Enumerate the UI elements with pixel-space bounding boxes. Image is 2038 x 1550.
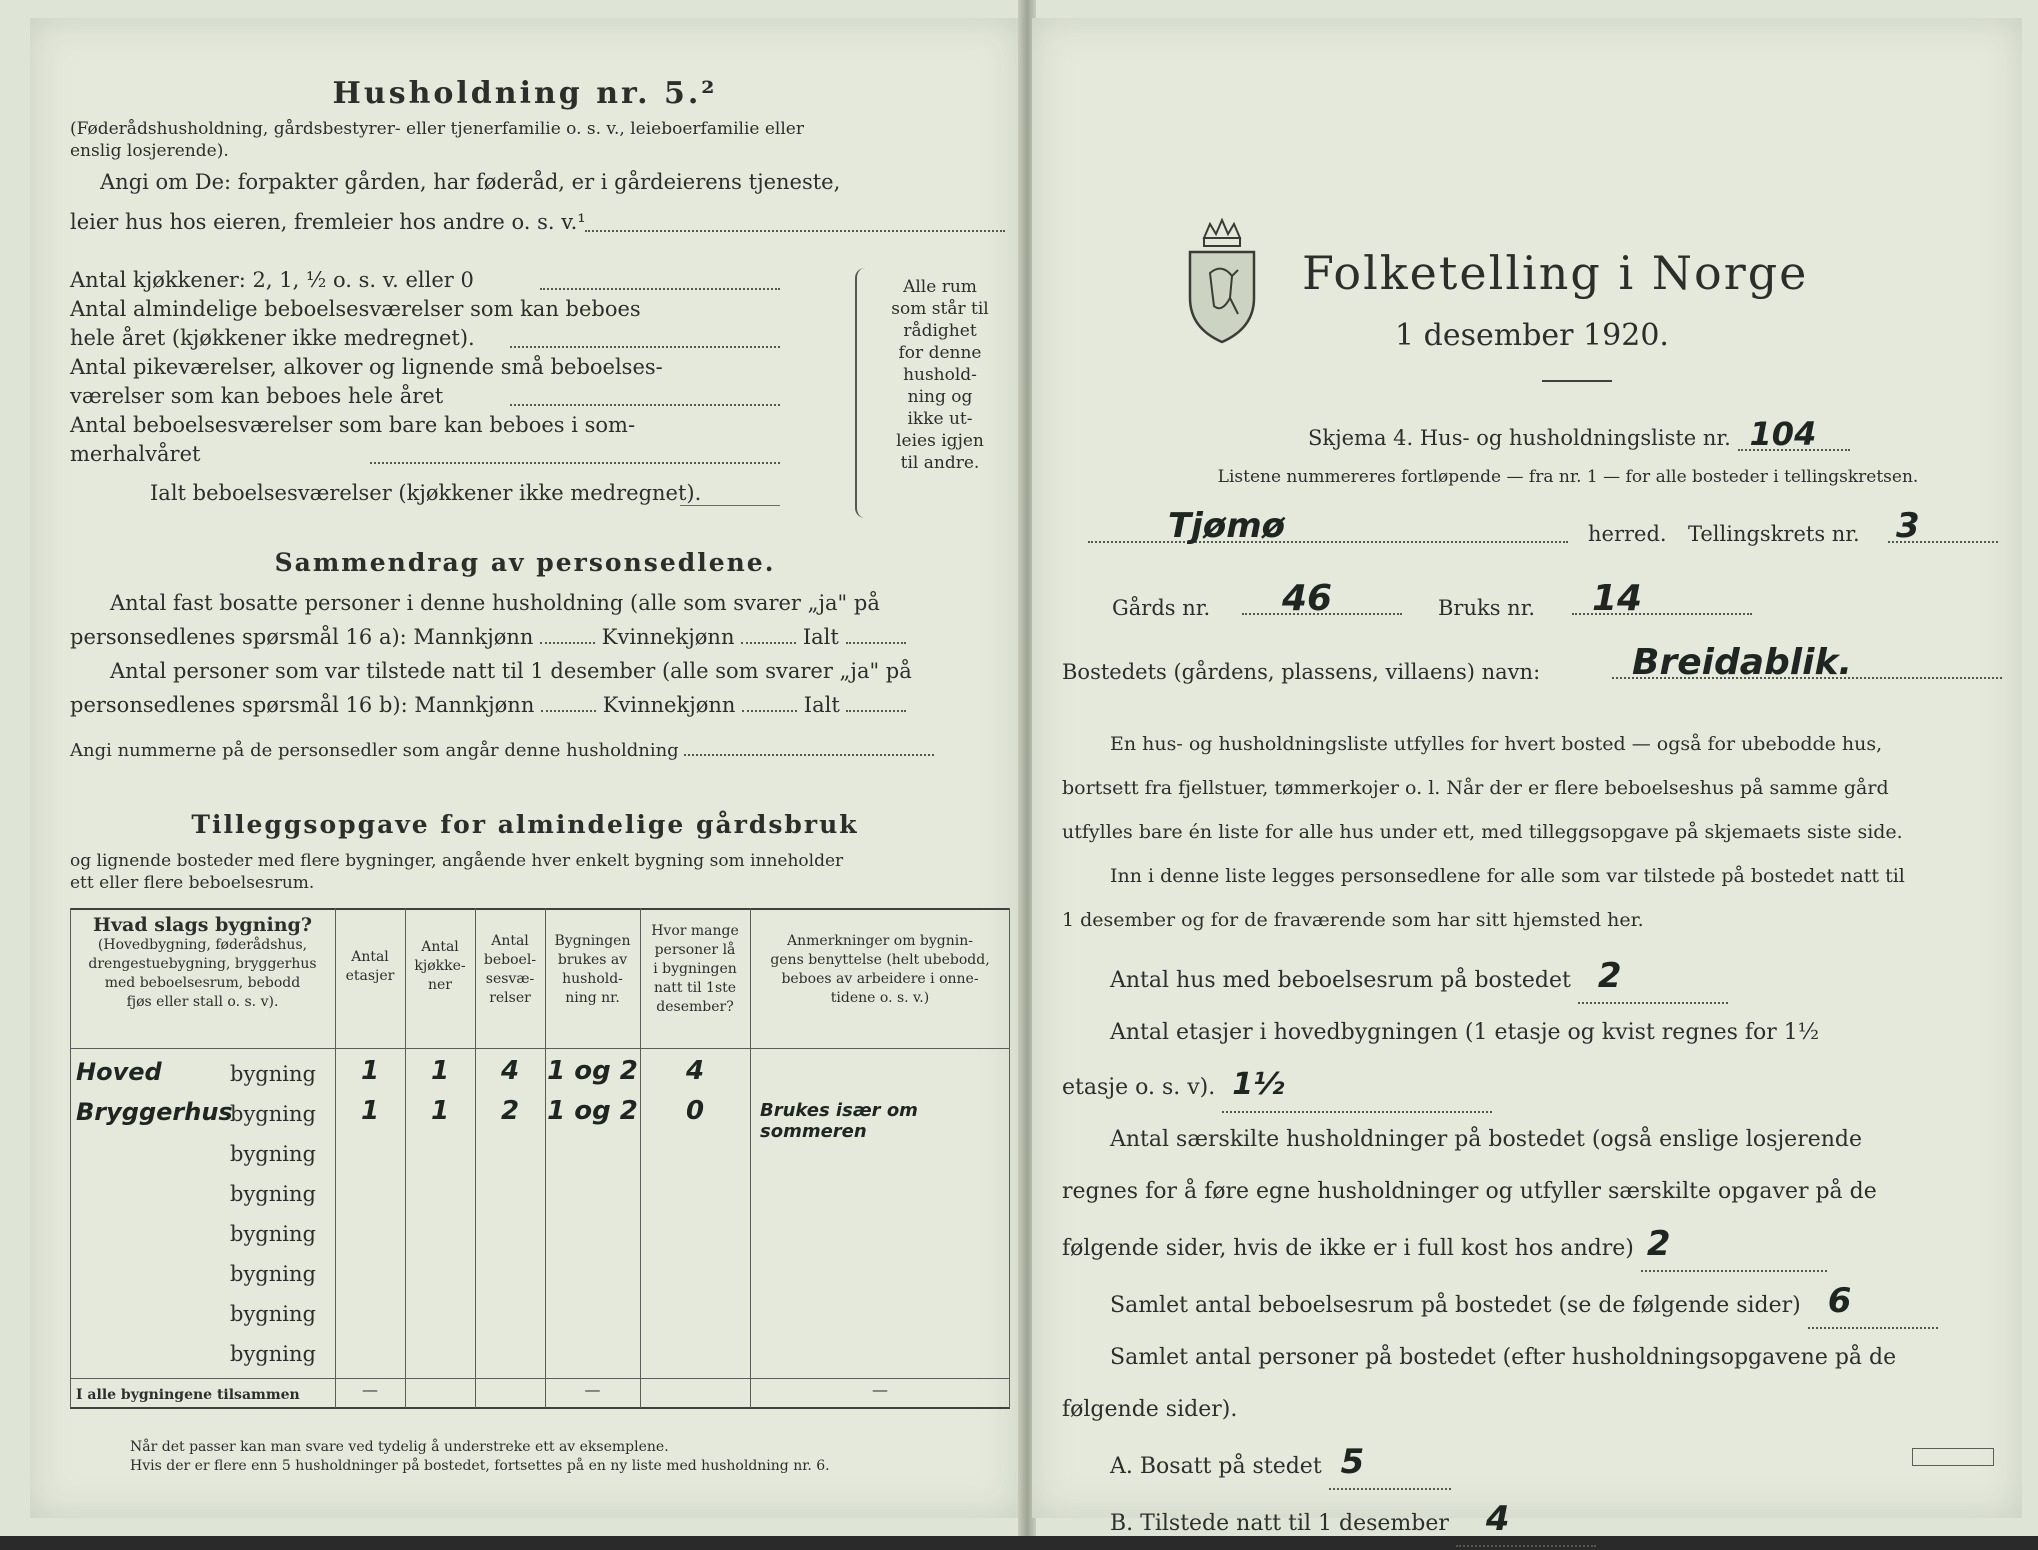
tellingskrets-value[interactable]: 3 <box>1888 512 1998 543</box>
cell-husholdning[interactable]: 1 og 2 <box>547 1096 638 1126</box>
col-husholdning-header: Bygningen brukes av hushold- ning nr. <box>554 933 631 1006</box>
left-page <box>30 18 1020 1518</box>
bygning-label: bygning <box>230 1222 316 1246</box>
ialt-label: Ialt beboelsesværelser (kjøkkener ikke medregnet). <box>150 481 702 505</box>
alm-field[interactable] <box>510 346 780 348</box>
fast-mann-field[interactable] <box>540 642 595 644</box>
building-type-value[interactable]: Hoved <box>76 1058 162 1086</box>
bosted-label: Bostedets (gårdens, plassens, villaens) navn: <box>1062 660 1541 684</box>
alm-label-2: hele året (kjøkkener ikke medregnet). <box>70 326 475 350</box>
sommer-field[interactable] <box>370 462 780 464</box>
household-note: (Føderådshusholdning, gårdsbestyrer- eller tjenerfamilie o. s. v., leieboerfamilie eller enslig losjerende). <box>70 119 804 161</box>
bygning-label: bygning <box>230 1302 316 1326</box>
cell-anmerkninger[interactable]: Brukes især om sommeren <box>760 1100 918 1142</box>
rooms-side-note: Alle rum som står til rådighet for denne hushold- ning og ikke ut- leies igjen til andre. <box>891 277 989 473</box>
bygning-label: bygning <box>230 1102 316 1126</box>
sommer-label-2: merhalvåret <box>70 442 201 466</box>
herred-label: herred. <box>1588 522 1667 546</box>
cell-etasjer[interactable]: 1 <box>360 1056 380 1086</box>
sommer-label-1: Antal beboelsesværelser som bare kan beboes i som- <box>70 413 636 437</box>
husholdninger-value[interactable]: 2 <box>1641 1218 1827 1272</box>
table-row <box>70 1336 1010 1374</box>
summary-title: Sammendrag av personsedlene. <box>274 548 776 577</box>
cell-husholdning[interactable]: 1 og 2 <box>547 1056 638 1086</box>
rum-value[interactable]: 6 <box>1808 1275 1938 1329</box>
printer-stamp <box>1912 1448 1994 1466</box>
cell-etasjer[interactable]: 1 <box>360 1096 380 1126</box>
total-etasjer-dash: — <box>362 1380 378 1399</box>
fast-kvinne-field[interactable] <box>741 642 796 644</box>
col-vaerelser-header: Antal beboel- sesvæ- relser <box>483 933 537 1006</box>
alm-label-1: Antal almindelige beboelsesværelser som kan beboes <box>70 297 641 321</box>
addendum-title: Tilleggsopgave for almindelige gårdsbruk <box>191 810 859 839</box>
col-personer-header: Hvor mange personer lå i bygningen natt til 1ste desember? <box>651 923 739 1015</box>
ialt-field[interactable] <box>680 505 780 506</box>
cell-vaerelser[interactable]: 2 <box>500 1096 520 1126</box>
tilstede-mann-field[interactable] <box>541 710 596 712</box>
table-row <box>70 1176 1010 1214</box>
skjema-nr-value[interactable]: 104 <box>1738 420 1850 451</box>
listene-note: Listene nummereres fortløpende — fra nr. 1 — for alle bosteder i tellingskretsen. <box>1217 467 1919 487</box>
herred-value[interactable]: Tjømø <box>1088 512 1568 543</box>
tilstede-kvinne-field[interactable] <box>742 710 797 712</box>
bygning-label: bygning <box>230 1342 316 1366</box>
bygning-label: bygning <box>230 1142 316 1166</box>
col-etasjer-header: Antal etasjer <box>345 949 395 984</box>
col-kjokkener-header: Antal kjøkke- ner <box>414 939 466 993</box>
table-row <box>70 1256 1010 1294</box>
nummerne-field[interactable] <box>684 754 934 756</box>
table-row <box>70 1096 1010 1142</box>
pike-label-1: Antal pikeværelser, alkover og lignende små beboelses- <box>70 355 663 379</box>
hus-value[interactable]: 2 <box>1578 950 1728 1004</box>
cell-personer[interactable]: 4 <box>685 1056 705 1086</box>
table-row <box>70 1216 1010 1254</box>
norway-coat-of-arms-icon <box>1182 218 1262 348</box>
gards-value[interactable]: 46 <box>1242 584 1402 615</box>
total-anm-dash: — <box>872 1380 888 1399</box>
table-row <box>70 1136 1010 1174</box>
instructions: En hus- og husholdningsliste utfylles for hvert bosted — også for ubebodde hus, bortsett fra fjellstuer, tømmerkojer o. l. Når der er flere beboelseshus på samme gård utfylles bare én liste for alle hus under ett, med tilleggsopgave på skjemaets siste side. Inn i denne liste legges personsedlene for alle som var tilstede på bostedet natt til 1 desember og for de fraværende som har sitt hjemsted her. <box>1062 733 1905 931</box>
tellingskrets-label: Tellingskrets nr. <box>1688 522 1860 546</box>
nummerne-line: Angi nummerne på de personsedler som angår denne husholdning <box>70 740 1010 761</box>
questions: Antal hus med beboelsesrum på bostedet 2 Antal etasjer i hovedbygningen (1 etasje og kvist regnes for 1½ etasje o. s. v). 1½ Antal særskilte husholdninger på bostedet (også enslige losjerende regnes for å føre egne husholdninger og utfyller særskilte opgaver på de følgende sider, hvis de ikke er i full kost hos andre) 2 Samlet antal beboelsesrum på bostedet (se de følgende sider) 6 Samlet antal personer på bostedet (efter husholdningsopgavene på de følgende sider). A. Bosatt på stedet 5 B. Tilstede natt til 1 desember 4 <box>1062 950 2012 1550</box>
footnotes: Når det passer kan man svare ved tydelig å understreke ett av eksemplene. Hvis der er flere enn 5 husholdninger på bostedet, fortsettes på en ny liste med husholdning nr. 6. <box>130 1439 830 1474</box>
total-husholdning-dash: — <box>584 1380 601 1399</box>
herred-line <box>1088 506 2008 560</box>
kjokkener-label: Antal kjøkkener: 2, 1, ½ o. s. v. eller 0 <box>70 268 474 292</box>
right-page <box>1032 18 2022 1539</box>
household-title: Husholdning nr. 5.² <box>332 76 718 111</box>
tilstede-ialt-field[interactable] <box>846 710 906 712</box>
bygning-label: bygning <box>230 1262 316 1286</box>
bosted-value[interactable]: Breidablik. <box>1612 648 2002 679</box>
summary-block: Antal fast bosatte personer i denne husholdning (alle som svarer „ja" på personsedlenes spørsmål 16 a): Mannkjønn Kvinnekjønn Ialt Antal personer som var tilstede natt til 1 desember (alle som svarer „ja" på personsedlenes spørsmål 16 b): Mannkjønn Kvinnekjønn Ialt <box>70 591 912 717</box>
form-title: Folketelling i Norge <box>1302 246 1809 300</box>
rooms-brace <box>855 268 871 518</box>
gards-line <box>1112 578 2012 634</box>
bosatt-value[interactable]: 5 <box>1329 1436 1451 1490</box>
col-type-header: Hvad slags bygning? (Hovedbygning, føderådshus, drengestuebygning, bryggerhus med beboelsesrum, bebodd fjøs eller stall o. s. v). <box>88 914 317 1010</box>
building-type-value[interactable]: Bryggerhus <box>76 1098 233 1126</box>
bosted-line <box>1062 642 2012 698</box>
cell-personer[interactable]: 0 <box>685 1096 705 1126</box>
cell-vaerelser[interactable]: 4 <box>500 1056 520 1086</box>
kjokkener-field[interactable] <box>540 288 780 290</box>
building-table <box>70 908 1010 1408</box>
tilstede-value[interactable]: 4 <box>1456 1493 1596 1547</box>
rooms-block <box>70 266 750 519</box>
angi-line-2: leier hus hos eieren, fremleier hos andre o. s. v.¹ <box>70 210 586 234</box>
etasjer-value[interactable]: 1½ <box>1222 1059 1492 1113</box>
angi-line-1: Angi om De: forpakter gården, har føderåd, er i gårdeierens tjeneste, <box>100 170 841 194</box>
fast-ialt-field[interactable] <box>846 642 906 644</box>
col-anm-header: Anmerkninger om bygnin- gens benyttelse (helt ubebodd, beboes av arbeidere i onne- tidene o. s. v.) <box>770 933 990 1006</box>
cell-kjokkener[interactable]: 1 <box>430 1056 450 1086</box>
bruks-value[interactable]: 14 <box>1572 584 1752 615</box>
skjema-line: Skjema 4. Hus- og husholdningsliste nr. 104 <box>1308 420 1850 453</box>
total-label: I alle bygningene tilsammen <box>76 1387 300 1403</box>
pike-field[interactable] <box>510 404 780 406</box>
table-row <box>70 1056 1010 1094</box>
bygning-label: bygning <box>230 1062 316 1086</box>
angi-answer-line[interactable] <box>585 230 1005 232</box>
form-date: 1 desember 1920. <box>1395 318 1669 353</box>
pike-label-2: værelser som kan beboes hele året <box>70 384 444 408</box>
bruks-label: Bruks nr. <box>1438 596 1536 620</box>
gards-label: Gårds nr. <box>1112 596 1211 620</box>
addendum-subtitle: og lignende bosteder med flere bygninger, angående hver enkelt bygning som inneholder ett eller flere beboelsesrum. <box>70 851 844 893</box>
bygning-label: bygning <box>230 1182 316 1206</box>
cell-kjokkener[interactable]: 1 <box>430 1096 450 1126</box>
title-divider <box>1542 380 1612 382</box>
table-row <box>70 1296 1010 1334</box>
